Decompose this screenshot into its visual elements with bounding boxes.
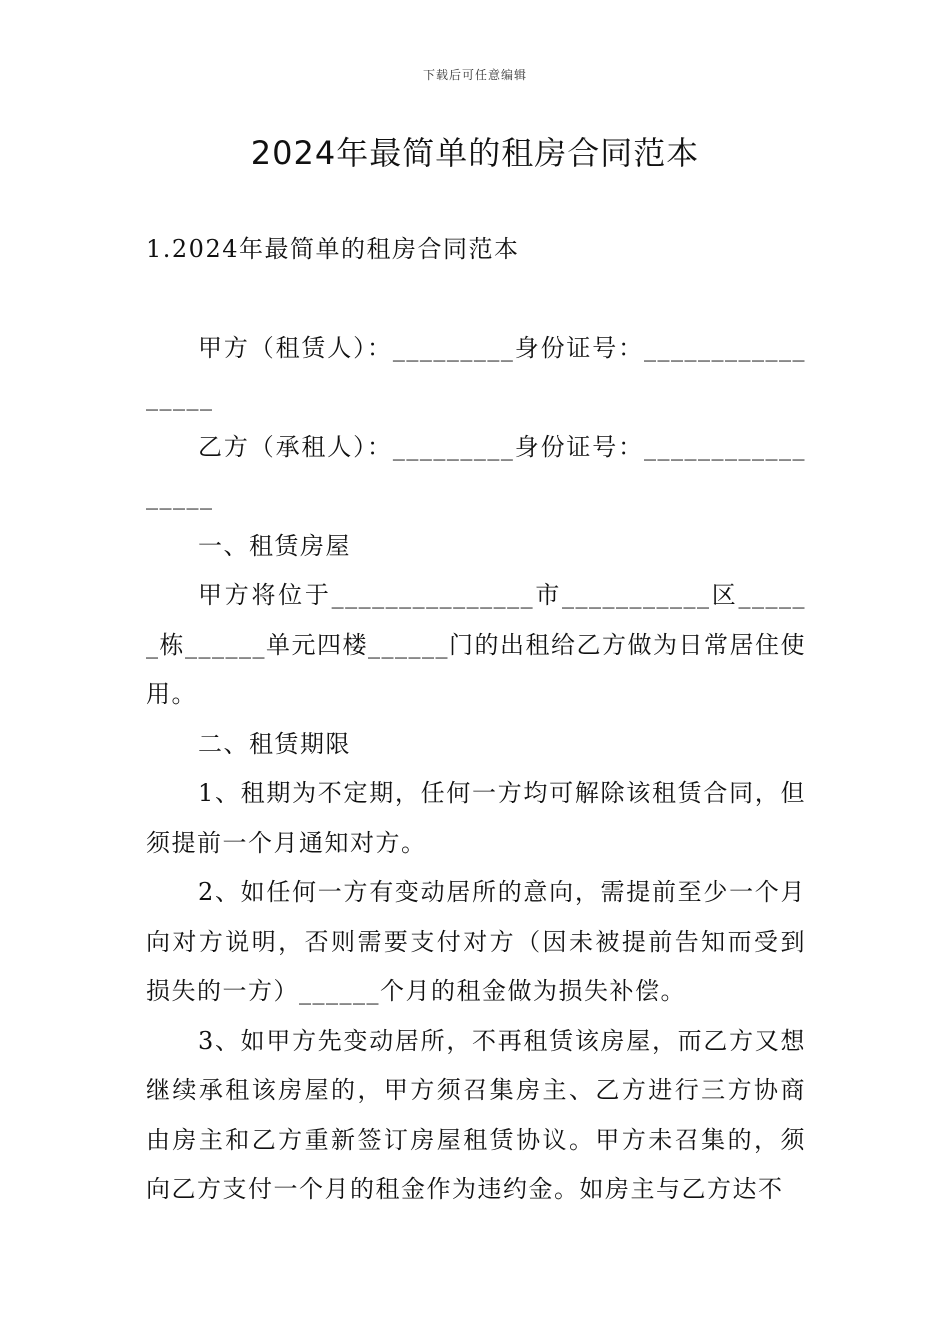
party-a-id-label: 身份证号： [514,333,645,362]
party-a-line [146,324,806,423]
document-body [146,225,806,1215]
party-a-id-blank: _________________ [146,333,807,411]
document-title: 2024年最简单的租房合同范本 [250,134,700,172]
party-b-label: 乙方（承租人）： [198,432,393,461]
party-b-id-blank: _________________ [146,432,807,510]
party-b-line [146,423,806,522]
section2-item-2: 2、如任何一方有变动居所的意向，需提前至少一个月向对方说明，否则需要支付对方（因未被提前告知而受到损失的一方）______个月的租金做为损失补偿。 [146,878,806,1005]
party-b-id-label: 身份证号： [514,432,645,461]
section2-item-3: 3、如甲方先变动居所，不再租赁该房屋，而乙方又想继续承租该房屋的，甲方须召集房主、乙方进行三方协商由房主和乙方重新签订房屋租赁协议。甲方未召集的，须向乙方支付一个月的租金作为违约金。如房主与乙方达不 [146,1026,806,1203]
header-note: 下载后可任意编辑 [422,68,527,82]
party-a-label: 甲方（租赁人）： [198,333,393,362]
section2-item-1: 1、租期为不定期，任何一方均可解除该租赁合同，但须提前一个月通知对方。 [146,779,806,857]
section2-heading: 二、租赁期限 [198,729,351,758]
document-subtitle: 1.2024年最简单的租房合同范本 [146,235,520,263]
party-a-name-blank: _________ [392,333,515,362]
section1-heading: 一、租赁房屋 [198,531,351,560]
section1-text: 甲方将位于_______________市___________区______栋______单元四楼______门的出租给乙方做为日常居住使用。 [146,581,806,708]
party-b-name-blank: _________ [392,432,515,461]
